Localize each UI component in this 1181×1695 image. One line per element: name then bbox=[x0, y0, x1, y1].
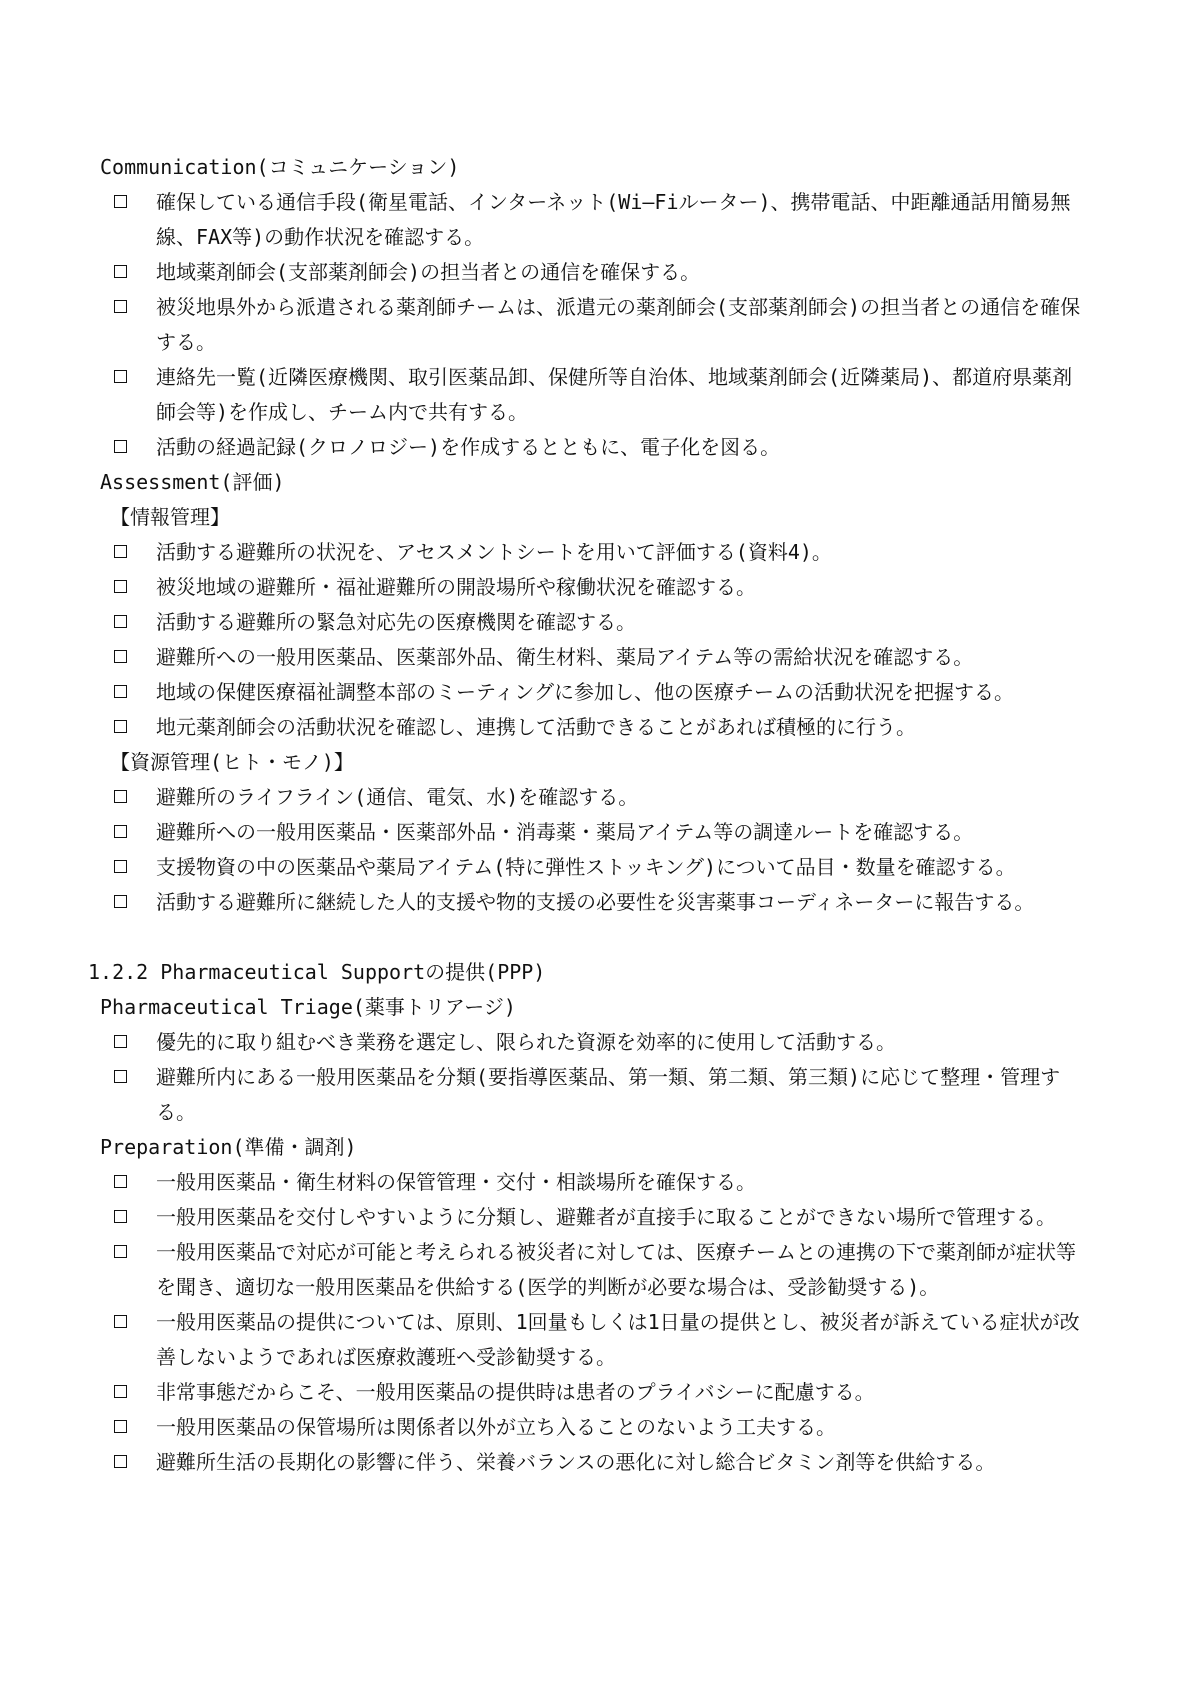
checklist-item bbox=[0, 885, 1091, 920]
preparation-heading: Preparation(準備・調剤) bbox=[100, 1135, 357, 1159]
checklist-item-text: 一般用医薬品で対応が可能と考えられる被災者に対しては、医療チームとの連携の下で薬剤師が症状等を聞き、適切な一般用医薬品を供給する(医学的判断が必要な場合は、受診勧奨する)。 bbox=[156, 1240, 1076, 1299]
checklist-item-text: 避難所内にある一般用医薬品を分類(要指導医薬品、第一類、第二類、第三類)に応じて整理・管理する。 bbox=[156, 1065, 1061, 1124]
checklist-item-text: 避難所生活の長期化の影響に伴う、栄養バランスの悪化に対し総合ビタミン剤等を供給する。 bbox=[156, 1450, 996, 1474]
document-content bbox=[0, 150, 1181, 1480]
checklist-item-text: 避難所への一般用医薬品・医薬部外品・消毒薬・薬局アイテム等の調達ルートを確認する。 bbox=[156, 820, 974, 844]
checklist-item bbox=[0, 430, 1091, 465]
checklist-item-text: 避難所への一般用医薬品、医薬部外品、衛生材料、薬局アイテム等の需給状況を確認する。 bbox=[156, 645, 974, 669]
checkbox-icon[interactable] bbox=[114, 825, 127, 838]
checkbox-icon[interactable] bbox=[114, 790, 127, 803]
checkbox-icon[interactable] bbox=[114, 1455, 127, 1468]
checkbox-icon[interactable] bbox=[114, 860, 127, 873]
checklist-item-text: 一般用医薬品・衛生材料の保管管理・交付・相談場所を確保する。 bbox=[156, 1170, 756, 1194]
resource-management-heading: 【資源管理(ヒト・モノ)】 bbox=[110, 750, 354, 774]
checklist-item bbox=[0, 185, 1091, 255]
checklist-item-text: 被災地県外から派遣される薬剤師チームは、派遣元の薬剤師会(支部薬剤師会)の担当者との通信を確保する。 bbox=[156, 295, 1081, 354]
checkbox-icon[interactable] bbox=[114, 720, 127, 733]
checkbox-icon[interactable] bbox=[114, 1420, 127, 1433]
checklist-item bbox=[0, 1165, 1091, 1200]
checklist-item-text: 一般用医薬品を交付しやすいように分類し、避難者が直接手に取ることができない場所で管理する。 bbox=[156, 1205, 1056, 1229]
checklist-item-text: 優先的に取り組むべき業務を選定し、限られた資源を効率的に使用して活動する。 bbox=[156, 1030, 896, 1054]
checklist-item-text: 一般用医薬品の保管場所は関係者以外が立ち入ることのないよう工夫する。 bbox=[156, 1415, 836, 1439]
checklist-item bbox=[0, 605, 1091, 640]
info-management-heading: 【情報管理】 bbox=[110, 505, 230, 529]
checklist-item bbox=[0, 290, 1091, 360]
checklist-item bbox=[0, 675, 1091, 710]
checklist-item-text: 連絡先一覧(近隣医療機関、取引医薬品卸、保健所等自治体、地域薬剤師会(近隣薬局)、都道府県薬剤師会等)を作成し、チーム内で共有する。 bbox=[156, 365, 1073, 424]
pharmaceutical-triage-heading: Pharmaceutical Triage(薬事トリアージ) bbox=[100, 995, 516, 1019]
checklist-item bbox=[0, 1060, 1091, 1130]
checklist-item-text: 地域薬剤師会(支部薬剤師会)の担当者との通信を確保する。 bbox=[156, 260, 701, 284]
checkbox-icon[interactable] bbox=[114, 1315, 127, 1328]
checklist-item-text: 活動する避難所に継続した人的支援や物的支援の必要性を災害薬事コーディネーターに報告する。 bbox=[156, 890, 1035, 914]
checklist-item-text: 一般用医薬品の提供については、原則、1回量もしくは1日量の提供とし、被災者が訴えている症状が改善しないようであれば医療救護班へ受診勧奨する。 bbox=[156, 1310, 1080, 1369]
checklist-item bbox=[0, 535, 1091, 570]
checklist-item bbox=[0, 1375, 1091, 1410]
checklist-item bbox=[0, 710, 1091, 745]
checkbox-icon[interactable] bbox=[114, 615, 127, 628]
checklist-item bbox=[0, 1445, 1091, 1480]
pharmaceutical-support-heading: 1.2.2 Pharmaceutical Supportの提供(PPP) bbox=[88, 960, 546, 984]
checklist-item-text: 避難所のライフライン(通信、電気、水)を確認する。 bbox=[156, 785, 639, 809]
assessment-heading: Assessment(評価) bbox=[100, 470, 285, 494]
checkbox-icon[interactable] bbox=[114, 685, 127, 698]
checklist-item-text: 地元薬剤師会の活動状況を確認し、連携して活動できることがあれば積極的に行う。 bbox=[156, 715, 916, 739]
checklist-item bbox=[0, 360, 1091, 430]
checklist-item bbox=[0, 780, 1091, 815]
checkbox-icon[interactable] bbox=[114, 265, 127, 278]
checklist-item-text: 非常事態だからこそ、一般用医薬品の提供時は患者のプライバシーに配慮する。 bbox=[156, 1380, 875, 1404]
checklist-item bbox=[0, 1410, 1091, 1445]
checklist-item bbox=[0, 255, 1091, 290]
checkbox-icon[interactable] bbox=[114, 1175, 127, 1188]
checklist-item bbox=[0, 1305, 1091, 1375]
checklist-item-text: 支援物資の中の医薬品や薬局アイテム(特に弾性ストッキング)について品目・数量を確認する。 bbox=[156, 855, 1016, 879]
checklist-item bbox=[0, 815, 1091, 850]
section-spacer bbox=[0, 920, 1181, 955]
checkbox-icon[interactable] bbox=[114, 1385, 127, 1398]
checklist-item bbox=[0, 570, 1091, 605]
checklist-item bbox=[0, 1235, 1091, 1305]
checklist-item bbox=[0, 850, 1091, 885]
checkbox-icon[interactable] bbox=[114, 1210, 127, 1223]
checklist-item-text: 地域の保健医療福祉調整本部のミーティングに参加し、他の医療チームの活動状況を把握する。 bbox=[156, 680, 1014, 704]
checkbox-icon[interactable] bbox=[114, 370, 127, 383]
checklist-item-text: 活動する避難所の緊急対応先の医療機関を確認する。 bbox=[156, 610, 636, 634]
checkbox-icon[interactable] bbox=[114, 1245, 127, 1258]
checklist-item-text: 被災地域の避難所・福祉避難所の開設場所や稼働状況を確認する。 bbox=[156, 575, 756, 599]
checkbox-icon[interactable] bbox=[114, 545, 127, 558]
checklist-item bbox=[0, 1200, 1091, 1235]
checkbox-icon[interactable] bbox=[114, 440, 127, 453]
checklist-item-text: 活動する避難所の状況を、アセスメントシートを用いて評価する(資料4)。 bbox=[156, 540, 832, 564]
checkbox-icon[interactable] bbox=[114, 195, 127, 208]
checkbox-icon[interactable] bbox=[114, 1035, 127, 1048]
checkbox-icon[interactable] bbox=[114, 580, 127, 593]
checklist-item bbox=[0, 1025, 1091, 1060]
communication-heading: Communication(コミュニケーション) bbox=[100, 155, 460, 179]
checklist-item-text: 活動の経過記録(クロノロジー)を作成するとともに、電子化を図る。 bbox=[156, 435, 781, 459]
checklist-item bbox=[0, 640, 1091, 675]
checkbox-icon[interactable] bbox=[114, 1070, 127, 1083]
checkbox-icon[interactable] bbox=[114, 650, 127, 663]
checklist-item-text: 確保している通信手段(衛星電話、インターネット(Wi—Fiルーター)、携帯電話、中距離通話用簡易無線、FAX等)の動作状況を確認する。 bbox=[156, 190, 1071, 249]
checkbox-icon[interactable] bbox=[114, 300, 127, 313]
checkbox-icon[interactable] bbox=[114, 895, 127, 908]
